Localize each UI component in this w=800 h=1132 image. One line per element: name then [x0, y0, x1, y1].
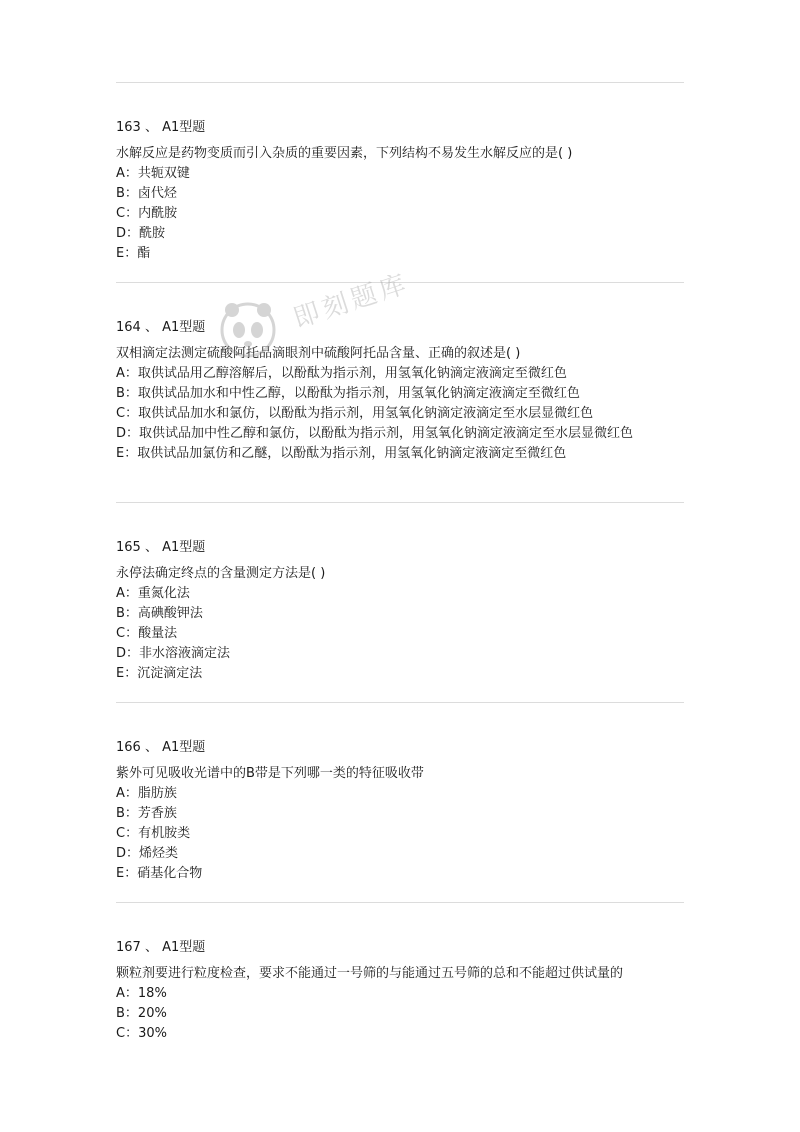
- option-text: 有机胺类: [138, 826, 191, 841]
- question-stem: 双相滴定法测定硫酸阿托品滴眼剂中硫酸阿托品含量、正确的叙述是( ): [116, 346, 521, 361]
- question-number: 166: [116, 740, 141, 755]
- option-text: 酸量法: [138, 626, 178, 641]
- question-separator: 、: [144, 940, 158, 955]
- option-b: [116, 184, 684, 204]
- option-d: [116, 844, 684, 864]
- divider: [116, 82, 684, 83]
- question-stem: 水解反应是药物变质而引入杂质的重要因素，下列结构不易发生水解反应的是( ): [116, 146, 573, 161]
- option-key: B：: [116, 606, 138, 621]
- option-text: 30%: [138, 1026, 167, 1041]
- option-key: E：: [116, 246, 138, 261]
- option-text: 内酰胺: [138, 206, 178, 221]
- option-key: C：: [116, 406, 139, 421]
- question-stem: 紫外可见吸收光谱中的B带是下列哪一类的特征吸收带: [116, 766, 424, 781]
- option-text: 取供试品用乙醇溶解后，以酚酞为指示剂，用氢氧化钠滴定液滴定至微红色: [137, 366, 567, 381]
- option-text: 酰胺: [139, 226, 166, 241]
- question-header: [116, 938, 684, 958]
- question-165: [116, 538, 684, 684]
- option-e: [116, 244, 684, 264]
- question-164: [116, 318, 684, 464]
- option-key: C：: [116, 1026, 139, 1041]
- option-d: [116, 424, 684, 444]
- option-key: D：: [116, 426, 140, 441]
- option-text: 取供试品加水和中性乙醇，以酚酞为指示剂，用氢氧化钠滴定液滴定至微红色: [137, 386, 580, 401]
- option-d: [116, 644, 684, 664]
- question-separator: 、: [144, 320, 158, 335]
- option-text: 脂肪族: [137, 786, 177, 801]
- option-key: D：: [116, 846, 140, 861]
- question-type: A1型题: [162, 940, 206, 955]
- option-key: B：: [116, 186, 138, 201]
- option-key: B：: [116, 386, 138, 401]
- question-number: 167: [116, 940, 141, 955]
- option-e: [116, 444, 684, 464]
- option-key: C：: [116, 826, 139, 841]
- question-header: [116, 118, 684, 138]
- question-separator: 、: [144, 540, 158, 555]
- option-key: E：: [116, 666, 138, 681]
- option-key: B：: [116, 1006, 138, 1021]
- option-text: 20%: [137, 1006, 167, 1021]
- question-type: A1型题: [162, 120, 206, 135]
- option-key: A：: [116, 786, 138, 801]
- option-text: 芳香族: [137, 806, 177, 821]
- divider: [116, 502, 684, 503]
- option-text: 酯: [137, 246, 151, 261]
- option-b: [116, 804, 684, 824]
- option-text: 沉淀滴定法: [137, 666, 203, 681]
- option-c: [116, 824, 684, 844]
- option-key: A：: [116, 366, 138, 381]
- question-167: [116, 938, 684, 1044]
- option-key: D：: [116, 646, 140, 661]
- watermark-text: 即刻题库: [289, 268, 414, 335]
- option-b: [116, 1004, 684, 1024]
- question-number: 163: [116, 120, 141, 135]
- option-b: [116, 384, 684, 404]
- option-text: 取供试品加水和氯仿，以酚酞为指示剂，用氢氧化钠滴定液滴定至水层显微红色: [138, 406, 594, 421]
- option-text: 取供试品加中性乙醇和氯仿，以酚酞为指示剂，用氢氧化钠滴定液滴定至水层显微红色: [139, 426, 634, 441]
- option-e: [116, 864, 684, 884]
- option-e: [116, 664, 684, 684]
- option-text: 卤代烃: [137, 186, 177, 201]
- option-a: [116, 364, 684, 384]
- option-text: 共轭双键: [137, 166, 190, 181]
- question-type: A1型题: [162, 320, 206, 335]
- question-header: [116, 738, 684, 758]
- option-key: A：: [116, 986, 138, 1001]
- option-a: [116, 984, 684, 1004]
- option-key: A：: [116, 586, 138, 601]
- divider: [116, 702, 684, 703]
- option-key: D：: [116, 226, 140, 241]
- question-separator: 、: [144, 120, 158, 135]
- option-text: 硝基化合物: [137, 866, 203, 881]
- question-stem: 颗粒剂要进行粒度检查，要求不能通过一号筛的与能通过五号筛的总和不能超过供试量的: [116, 966, 624, 981]
- question-type: A1型题: [162, 740, 206, 755]
- question-number: 164: [116, 320, 141, 335]
- option-c: [116, 624, 684, 644]
- option-a: [116, 584, 684, 604]
- option-a: [116, 164, 684, 184]
- option-key: C：: [116, 626, 139, 641]
- divider: [116, 902, 684, 903]
- option-key: A：: [116, 166, 138, 181]
- option-text: 非水溶液滴定法: [139, 646, 231, 661]
- option-text: 18%: [137, 986, 167, 1001]
- option-text: 烯烃类: [139, 846, 179, 861]
- option-d: [116, 224, 684, 244]
- option-b: [116, 604, 684, 624]
- question-type: A1型题: [162, 540, 206, 555]
- option-text: 取供试品加氯仿和乙醚，以酚酞为指示剂，用氢氧化钠滴定液滴定至微红色: [137, 446, 567, 461]
- option-key: E：: [116, 446, 138, 461]
- option-key: E：: [116, 866, 138, 881]
- option-text: 高碘酸钾法: [137, 606, 203, 621]
- option-a: [116, 784, 684, 804]
- question-header: [116, 318, 684, 338]
- question-166: [116, 738, 684, 884]
- option-c: [116, 1024, 684, 1044]
- option-c: [116, 404, 684, 424]
- option-c: [116, 204, 684, 224]
- option-key: B：: [116, 806, 138, 821]
- question-separator: 、: [144, 740, 158, 755]
- option-text: 重氮化法: [137, 586, 190, 601]
- question-header: [116, 538, 684, 558]
- question-stem: 永停法确定终点的含量测定方法是( ): [116, 566, 326, 581]
- question-number: 165: [116, 540, 141, 555]
- option-key: C：: [116, 206, 139, 221]
- question-163: [116, 118, 684, 264]
